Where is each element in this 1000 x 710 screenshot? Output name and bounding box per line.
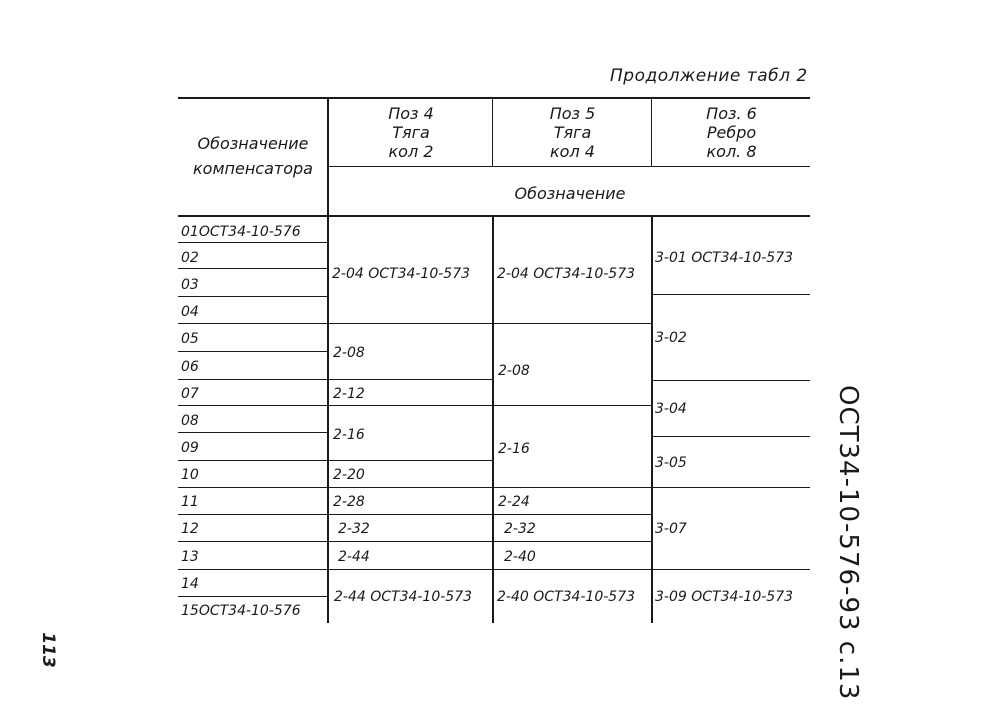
row-label: 09 <box>181 440 199 456</box>
pos4-value: 2-32 <box>338 521 370 537</box>
row-label: 07 <box>181 386 199 402</box>
subheader-designation: Обозначение <box>514 184 626 203</box>
col4-group-rule <box>328 405 493 406</box>
header-bottom-rule <box>178 215 810 217</box>
pos4-value: 2-28 <box>333 494 365 510</box>
header-pos6-line2: Ребро <box>706 123 757 142</box>
col5-group-rule <box>493 487 652 488</box>
row-label: 14 <box>181 576 199 592</box>
header-designation-line2: компенсатора <box>193 159 313 178</box>
col-divider-2 <box>492 98 493 167</box>
row-label: 04 <box>181 304 199 320</box>
pos6-value: 3-01 ОСТ34-10-573 <box>655 250 794 266</box>
col6-group-rule <box>652 294 810 295</box>
row-rule <box>178 379 328 380</box>
row-label: 03 <box>181 277 199 293</box>
subheader-top-rule <box>328 166 810 167</box>
document-code-vertical: ОСТ34-10-576-93 с.13 <box>833 385 863 701</box>
pos6-value: 3-09 ОСТ34-10-573 <box>655 589 794 605</box>
row-rule <box>178 460 328 461</box>
row-label: 11 <box>181 494 199 510</box>
header-designation <box>180 134 326 178</box>
pos4-value: 2-12 <box>333 386 365 402</box>
row-label: 08 <box>181 413 199 429</box>
col5-group-rule <box>493 323 652 324</box>
header-designation-line1: Обозначение <box>197 134 309 153</box>
header-pos6-line3: кол. 8 <box>706 142 757 161</box>
row-rule <box>178 242 328 243</box>
pos5-value: 2-04 ОСТ34-10-573 <box>497 266 636 282</box>
col6-group-rule <box>652 569 810 570</box>
header-pos4-line3: кол 2 <box>388 142 434 161</box>
col-divider-3 <box>651 98 652 167</box>
col4-group-rule <box>328 569 493 570</box>
col4-group-rule <box>328 514 493 515</box>
row-rule <box>178 323 328 324</box>
col6-group-rule <box>652 380 810 381</box>
row-label: 05 <box>181 331 199 347</box>
pos4-value: 2-08 <box>333 345 365 361</box>
row-label: 10 <box>181 467 199 483</box>
pos4-value: 2-44 <box>338 549 370 565</box>
pos5-value: 2-32 <box>504 521 536 537</box>
pos4-value: 2-16 <box>333 427 365 443</box>
row-rule <box>178 514 328 515</box>
col5-group-rule <box>493 541 652 542</box>
row-label: 12 <box>181 521 199 537</box>
header-pos4 <box>330 104 492 161</box>
col5-group-rule <box>493 405 652 406</box>
row-label: 01ОСТ34-10-576 <box>181 224 301 240</box>
pos6-value: 3-05 <box>655 455 687 471</box>
row-label: 06 <box>181 359 199 375</box>
header-pos4-line2: Тяга <box>392 123 430 142</box>
row-label: 15ОСТ34-10-576 <box>181 603 301 619</box>
col4-group-rule <box>328 323 493 324</box>
row-rule <box>178 351 328 352</box>
continuation-caption: Продолжение табл 2 <box>610 66 808 86</box>
col5-group-rule <box>493 569 652 570</box>
pos6-value: 3-04 <box>655 401 687 417</box>
row-label: 13 <box>181 549 199 565</box>
pos5-value: 2-16 <box>498 441 530 457</box>
col-divider-1 <box>327 98 329 623</box>
col4-group-rule <box>328 379 493 380</box>
pos5-value: 2-08 <box>498 363 530 379</box>
header-pos5 <box>494 104 651 161</box>
col4-group-rule <box>328 460 493 461</box>
pos5-value: 2-40 <box>504 549 536 565</box>
header-pos5-line2: Тяга <box>553 123 592 142</box>
row-rule <box>178 541 328 542</box>
header-pos4-line1: Поз 4 <box>388 104 434 123</box>
pos6-value: 3-07 <box>655 521 687 537</box>
col6-group-rule <box>652 487 810 488</box>
header-pos5-line3: кол 4 <box>550 142 595 161</box>
col-divider-2-lower <box>492 216 494 623</box>
col4-group-rule <box>328 541 493 542</box>
col5-group-rule <box>493 514 652 515</box>
row-rule <box>178 432 328 433</box>
row-rule <box>178 596 328 597</box>
row-rule <box>178 268 328 269</box>
pos4-value: 2-04 ОСТ34-10-573 <box>332 266 471 282</box>
pos4-value: 2-44 ОСТ34-10-573 <box>334 589 473 605</box>
page-number: 113 <box>38 632 58 668</box>
col6-group-rule <box>652 436 810 437</box>
header-pos6 <box>653 104 810 161</box>
pos4-value: 2-20 <box>333 467 365 483</box>
row-rule <box>178 405 328 406</box>
table-top-rule <box>178 97 810 99</box>
row-rule <box>178 569 328 570</box>
col4-group-rule <box>328 487 493 488</box>
pos5-value: 2-40 ОСТ34-10-573 <box>497 589 636 605</box>
col-divider-3-lower <box>651 216 653 623</box>
pos5-value: 2-24 <box>498 494 530 510</box>
pos6-value: 3-02 <box>655 330 687 346</box>
header-pos6-line1: Поз. 6 <box>706 104 757 123</box>
row-rule <box>178 487 328 488</box>
header-pos5-line1: Поз 5 <box>549 104 596 123</box>
row-rule <box>178 296 328 297</box>
row-label: 02 <box>181 250 199 266</box>
